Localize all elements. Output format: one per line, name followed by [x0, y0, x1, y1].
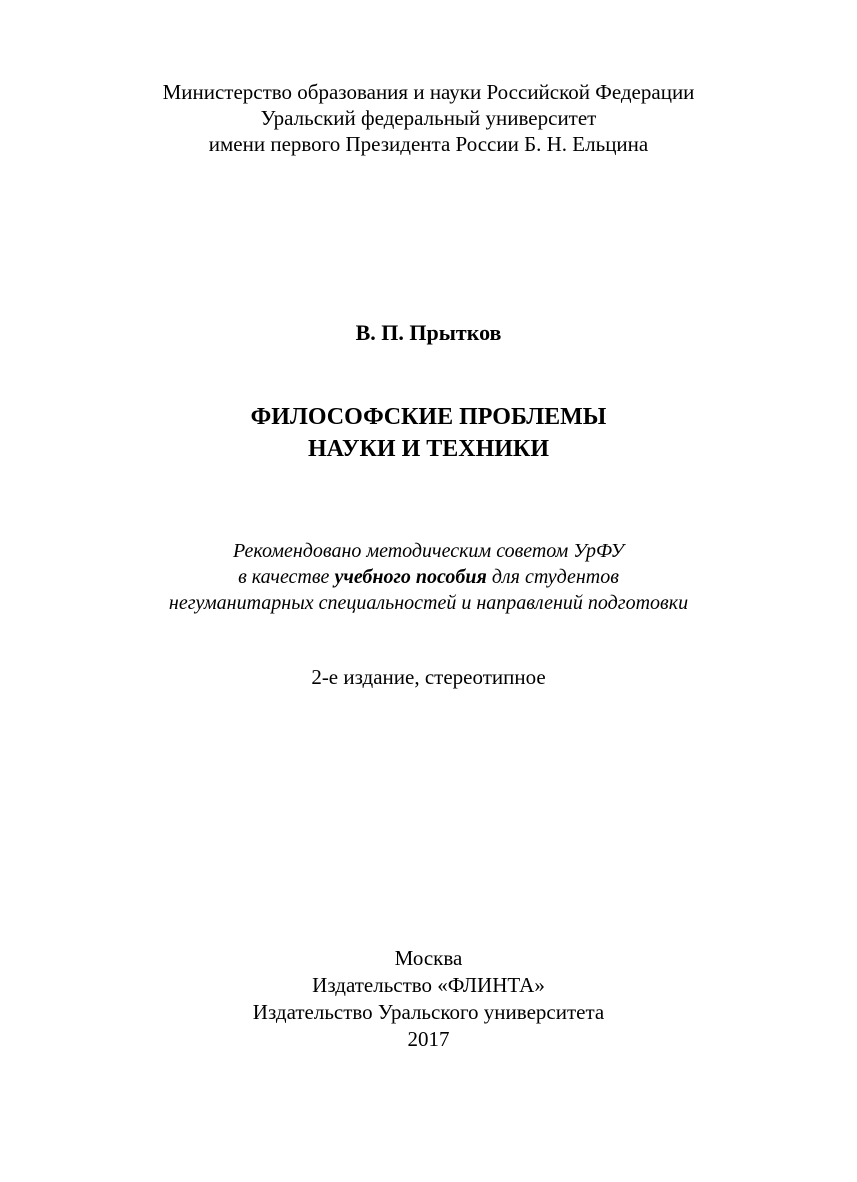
publication-year: 2017 — [407, 1027, 450, 1051]
publisher-ural-university: Издательство Уральского университета — [252, 1000, 605, 1024]
book-title-line-2: НАУКИ И ТЕХНИКИ — [308, 436, 549, 462]
institution-line-ministry: Министерство образования и науки Российской Федерации — [162, 80, 695, 104]
author-name: В. П. Прытков — [355, 320, 502, 345]
publisher-flinta: Издательство «ФЛИНТА» — [312, 973, 545, 997]
recommendation-emphasis: учебного пособия — [334, 566, 487, 588]
recommendation-line-1: Рекомендовано методическим советом УрФУ — [233, 540, 624, 562]
institution-line-university: Уральский федеральный университет — [260, 106, 597, 130]
publication-city: Москва — [394, 946, 463, 970]
recommendation-line-3: негуманитарных специальностей и направлений подготовки — [168, 592, 689, 614]
recommendation-line-2 — [0, 564, 857, 590]
recommendation-line-2-start: в качестве — [238, 566, 335, 588]
institution-line-named-after: имени первого Президента России Б. Н. Ельцина — [208, 132, 649, 156]
book-title-line-1: ФИЛОСОФСКИЕ ПРОБЛЕМЫ — [250, 404, 607, 430]
recommendation-line-2-end: для студентов — [486, 566, 619, 588]
edition-info: 2-е издание, стереотипное — [311, 665, 546, 689]
